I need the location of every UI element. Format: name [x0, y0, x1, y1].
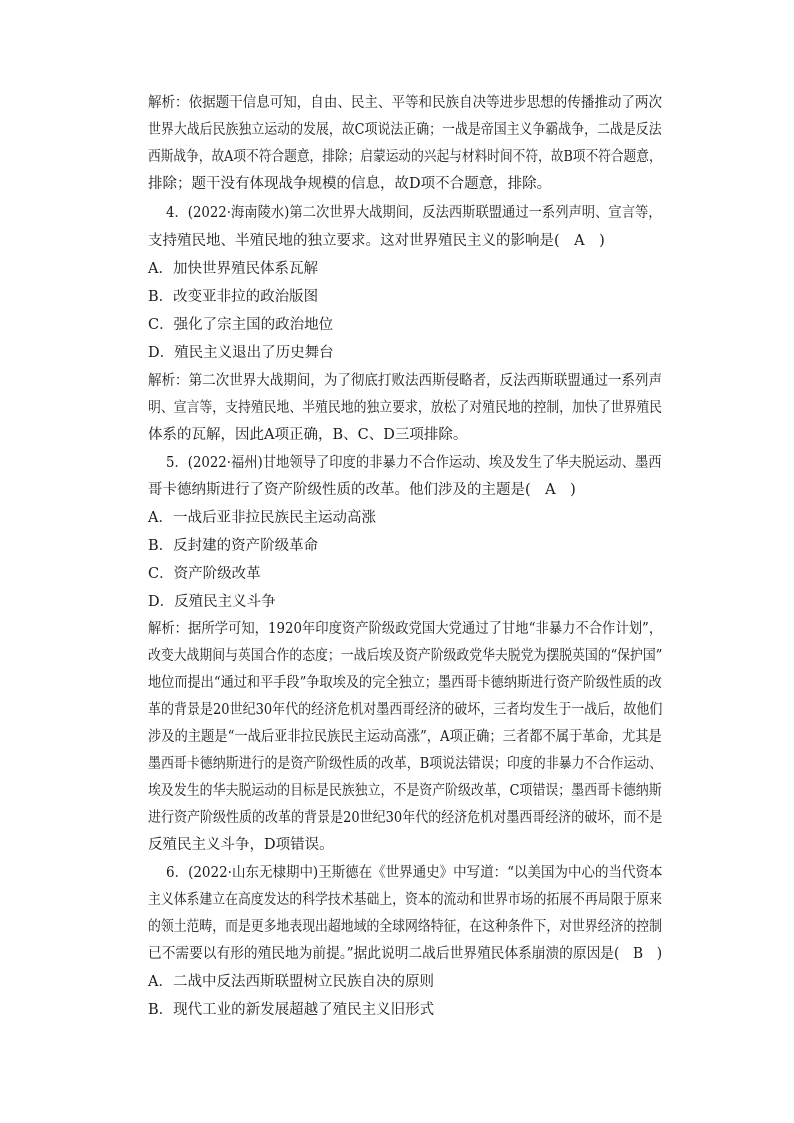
explanation-line: 西斯战争，故A项不符合题意，排除；启蒙运动的兴起与材料时间不符，故B项不符合题意， — [148, 149, 662, 165]
question-5-explanation: 埃及发生的华夫脱运动的目标是民族独立，不是资产阶级改革，C项错误；墨西哥卡德纳斯 — [148, 783, 662, 799]
question-4-stem: 支持殖民地、半殖民地的独立要求。这对世界殖民主义的影响是( A ) — [148, 233, 605, 249]
question-5-option-b: B．反封建的资产阶级革命 — [148, 538, 319, 554]
question-4-option-c: C．强化了宗主国的政治地位 — [148, 317, 334, 333]
explanation-line: 世界大战后民族独立运动的发展，故C项说法正确；一战是帝国主义争霸战争，二战是反法 — [148, 122, 662, 138]
question-4-option-b: B．改变亚非拉的政治版图 — [148, 289, 319, 305]
question-6-stem: 6．(2022·山东无棣期中)王斯德在《世界通史》中写道：“以美国为中心的当代资本 — [166, 865, 663, 881]
question-5-explanation: 墨西哥卡德纳斯进行的是资产阶级性质的改革，B项说法错误；印度的非暴力不合作运动、 — [148, 756, 663, 772]
explanation-line: 排除；题干没有体现战争规模的信息，故D项不合题意，排除。 — [148, 176, 552, 192]
question-5-explanation: 解析：据所学可知，1920年印度资产阶级政党国大党通过了甘地“非暴力不合作计划”， — [148, 621, 663, 637]
question-5-explanation: 反殖民主义斗争，D项错误。 — [148, 837, 334, 853]
question-6-option-a: A．二战中反法西斯联盟树立民族自决的原则 — [148, 974, 434, 990]
question-4-option-a: A．加快世界殖民体系瓦解 — [148, 261, 318, 277]
question-5-explanation: 改变大战期间与英国合作的态度；一战后埃及资产阶级政党华夫脱党为摆脱英国的“保护国” — [148, 648, 663, 664]
question-5-stem: 5．(2022·福州)甘地领导了印度的非暴力不合作运动、埃及发生了华夫脱运动、墨西 — [166, 455, 662, 471]
explanation-line: 解析：依据题干信息可知，自由、民主、平等和民族自决等进步思想的传播推动了两次 — [148, 95, 662, 111]
question-5-explanation: 革的背景是20世纪30年代的经济危机对墨西哥经济的破坏，三者均发生于一战后，故他们 — [148, 702, 663, 718]
question-4-explanation: 体系的瓦解，因此A项正确，B、C、D三项排除。 — [148, 427, 468, 443]
question-5-explanation: 涉及的主题是“一战后亚非拉民族民主运动高涨”，A项正确；三者都不属于革命，尤其是 — [148, 729, 662, 745]
question-5-explanation: 地位而提出“通过和平手段”争取埃及的完全独立；墨西哥卡德纳斯进行资产阶级性质的改 — [148, 675, 662, 691]
question-5-option-d: D．反殖民主义斗争 — [148, 594, 276, 610]
question-5-option-c: C．资产阶级改革 — [148, 566, 261, 582]
question-4-option-d: D．殖民主义退出了历史舞台 — [148, 345, 334, 361]
question-4-explanation: 明、宣言等，支持殖民地、半殖民地的独立要求，放松了对殖民地的控制，加快了世界殖民 — [148, 400, 662, 416]
question-5-stem: 哥卡德纳斯进行了资产阶级性质的改革。他们涉及的主题是( A ) — [148, 482, 576, 498]
question-4-stem: 4．(2022·海南陵水)第二次世界大战期间，反法西斯联盟通过一系列声明、宣言等， — [166, 205, 662, 221]
question-6-option-b: B．现代工业的新发展超越了殖民主义旧形式 — [148, 1002, 435, 1018]
question-6-stem: 已不需要以有形的殖民地为前提。”据此说明二战后世界殖民体系崩溃的原因是( B ) — [148, 946, 663, 962]
question-4-explanation: 解析：第二次世界大战期间，为了彻底打败法西斯侵略者，反法西斯联盟通过一系列声 — [148, 373, 662, 389]
question-5-option-a: A．一战后亚非拉民族民主运动高涨 — [148, 510, 376, 526]
question-6-stem: 主义体系建立在高度发达的科学技术基础上，资本的流动和世界市场的拓展不再局限于原来 — [148, 892, 662, 908]
question-5-explanation: 进行资产阶级性质的改革的背景是20世纪30年代的经济危机对墨西哥经济的破坏，而不是 — [148, 810, 663, 826]
question-6-stem: 的领土范畴，而是更多地表现出超地域的全球网络特征，在这种条件下，对世界经济的控制 — [148, 919, 662, 935]
